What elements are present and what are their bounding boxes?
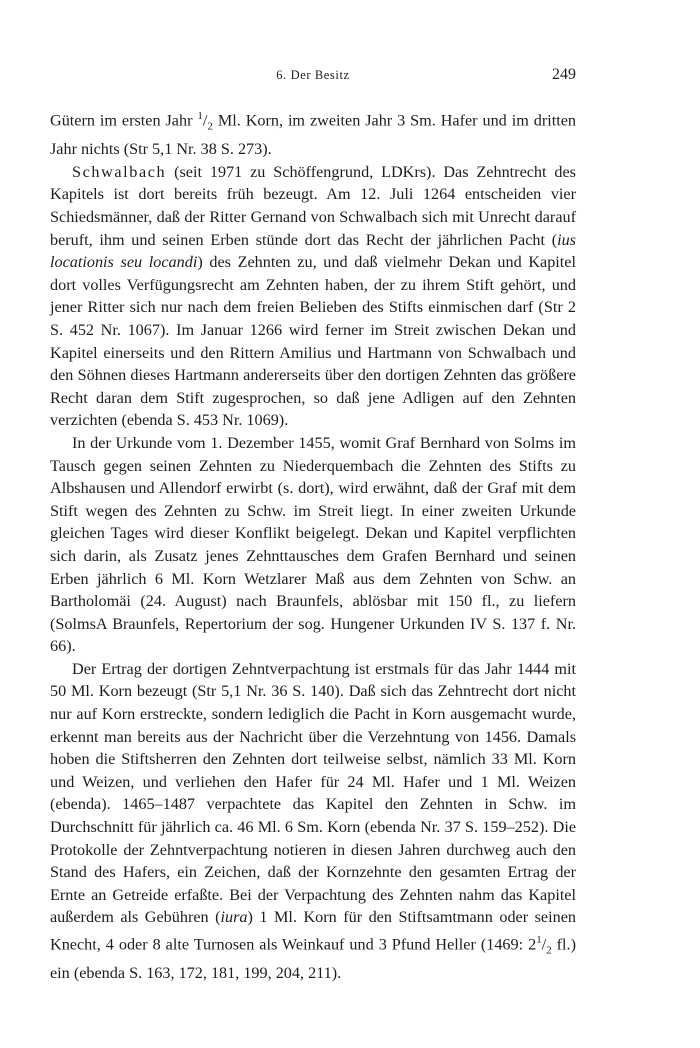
place-name: Schwalbach [72, 162, 167, 181]
paragraph-text: In der Urkunde vom 1. Dezember 1455, womit Graf Bernhard von Solms im Tausch gegen seinen Zehnten zu Niederquembach die Zehnten des Stifts zu Albshausen und Allendorf erwirbt (s. dort), wird erwähnt, daß der Graf mit dem Stift wegen des Zehnten zu Schw. im Streit liegt. In einer zweiten Urkunde gleichen Tages wird dieser Konflikt beigelegt. Dekan und Kapitel verpflichten sich darin, als Zusatz jenes Zehnttausches dem Grafen Bernhard und seinen Erben jährlich 6 Ml. Korn Wetzlarer Maß aus dem Zehnten von Schw. an Bartholomäi (24. August) nach Braunfels, ablösbar mit 150 fl., zu liefern (SolmsA Braunfels, Repertorium der sog. Hungener Urkunden IV S. 137 f. Nr. 66). [50, 433, 576, 656]
paragraph-text: Gütern im ersten Jahr [50, 111, 198, 130]
page-number: 249 [552, 66, 576, 83]
latin-term: iura [220, 908, 248, 927]
fraction-denominator: 2 [207, 120, 213, 133]
paragraph-text: ) 1 Ml. Korn für den Stiftsamtmann oder seinen Knecht, 4 oder 8 alte Turnosen als Weinkauf und 3 Pfund Heller (1469: 2 [50, 908, 576, 954]
fraction-slash: / [541, 935, 547, 954]
paragraph-text: Der Ertrag der dortigen Zehntverpachtung ist erstmals für das Jahr 1444 mit 50 Ml. Korn bezeugt (Str 5,1 Nr. 36 S. 140). Daß sich das Zehntrecht dort nicht nur auf Korn erstreckte, sondern lediglich die Pacht in Korn ausgemacht wurde, erkennt man bereits aus der Nachricht über die Verzehntung von 1456. Damals hoben die Stiftsherren den Zehnten dort teilweise selbst, nämlich 33 Ml. Korn und Weizen, und verliehen den Hafer für 24 Ml. Hafer und 1 Ml. Weizen (ebenda). 1465–1487 verpachtete das Kapitel den Zehnten in Schw. im Durchschnitt für jährlich ca. 46 Ml. 6 Sm. Korn (ebenda Nr. 37 S. 159–252). Die Protokolle der Zehntverpachtung notieren in diesen Jahren durchweg auch den Stand des Hafers, ein Zeichen, daß der Kornzehnte den gesamten Ertrag der Ernte an Getreide erfaßte. Bei der Verpachtung des Zehnten nahm das Kapitel außerdem als Gebühren ( [50, 659, 576, 927]
paragraph-text: (seit 1971 zu Schöffengrund, LDKrs). Das Zehntrecht des Kapitels ist dort bereits früh bezeugt. Am 12. Juli 1264 entscheiden vier Schiedsmänner, daß der Ritter Gernand von Schwalbach sich mit Unrecht darauf beruft, ihm und seinen Erben stünde dort das Recht der jährlichen Pacht ( [50, 162, 576, 249]
paragraph-3 [50, 432, 576, 658]
fraction-numerator: 1 [536, 934, 542, 946]
paragraph-text: ) des Zehnten zu, und daß vielmehr Dekan und Kapitel dort volles Verfügungsrecht am Zehnten haben, der zu ihrem Stift gehört, und jener Ritter sich nur nach dem freien Belieben des Stifts einmischen darf (Str 2 S. 452 Nr. 1067). Im Januar 1266 wird ferner im Streit zwischen Dekan und Kapitel einerseits und den Rittern Amilius und Hartmann von Schwalbach und den Söhnen dieses Hartmann andererseits über den dortigen Zehnten das größere Recht daran dem Stift zugesprochen, so daß jene Adligen auf den Zehnten verzichten (ebenda S. 453 Nr. 1069). [50, 253, 576, 430]
page-header [50, 66, 576, 86]
paragraph-text: Ml. Korn, im zweiten Jahr 3 Sm. Hafer und im dritten Jahr nichts (Str 5,1 Nr. 38 S. 273). [50, 111, 576, 159]
body-text [50, 105, 576, 985]
paragraph-1 [50, 105, 576, 161]
fraction-slash: / [202, 111, 208, 130]
fraction-numerator: 1 [197, 110, 203, 122]
paragraph-4 [50, 658, 576, 985]
fraction-denominator: 2 [546, 944, 552, 957]
running-title: 6. Der Besitz [276, 68, 350, 82]
paragraph-text: fl.) ein (ebenda S. 163, 172, 181, 199, 204, 211). [50, 935, 576, 983]
paragraph-2 [50, 161, 576, 432]
latin-term: ius locationis seu locandi [50, 230, 576, 272]
